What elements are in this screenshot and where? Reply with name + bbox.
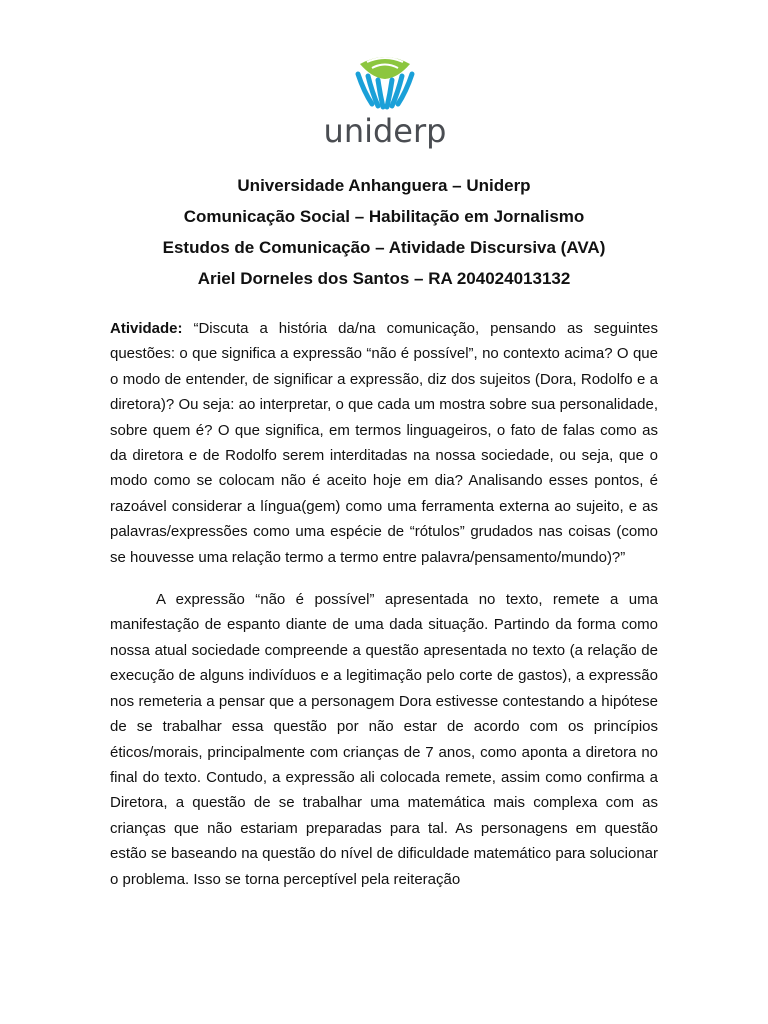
uniderp-emblem-icon	[312, 52, 458, 112]
course-name: Comunicação Social – Habilitação em Jornalismo	[183, 207, 585, 226]
student-name: Ariel Dorneles dos Santos – RA 204024013132	[197, 269, 571, 288]
activity-title: Estudos de Comunicação – Atividade Discursiva (AVA)	[162, 238, 606, 257]
activity-text: “Discuta a história da/na comunicação, pensando as seguintes questões: o que significa a expressão “não é possível”, no contexto acima? O que o modo de entender, de significar a expressão, diz dos sujeitos (Dora, Rodolfo e a diretora)? Ou seja: ao interpretar, o que cada um mostra sobre sua personalidade, sobre quem é? O que significa, em termos linguageiros, o fato de falas como as da diretora e de Rodolfo serem interditadas na nossa sociedade, ou seja, que o modo como se colocam não é aceito hoje em dia? Analisando esses pontos, é razoável considerar a língua(gem) como uma ferramenta externa ao sujeito, e as palavras/expressões como uma espécie de “rótulos” grudados nas coisas (como se houvesse uma relação termo a termo entre palavra/pensamento/mundo)?”	[110, 320, 658, 566]
activity-label: Atividade:	[110, 320, 183, 337]
logo-wordmark: uniderp	[323, 112, 447, 150]
activity-paragraph	[110, 316, 658, 570]
uniderp-logo	[312, 52, 458, 162]
answer-paragraph: A expressão “não é possível” apresentada no texto, remete a uma manifestação de espanto diante de uma dada situação. Partindo da forma como nossa atual sociedade compreende a questão apresentada no texto (a relação de execução de alguns indivíduos e a legitimação pelo corte de gastos), a expressão nos remeteria a pensar que a personagem Dora estivesse contestando a hipótese de se trabalhar essa questão por não estar de acordo com os princípios éticos/morais, principalmente com crianças de 7 anos, como aponta a diretora no final do texto. Contudo, a expressão ali colocada remete, assim como confirma a Diretora, a questão de se trabalhar uma matemática mais complexa com as crianças que não estariam preparadas para tal. As personagens em questão estão se baseando na questão do nível de dificuldade matemático para solucionar o problema. Isso se torna perceptível pela reiteração	[110, 591, 658, 888]
document-body	[110, 316, 658, 892]
university-name: Universidade Anhanguera – Uniderp	[237, 176, 531, 195]
document-header	[0, 170, 768, 294]
